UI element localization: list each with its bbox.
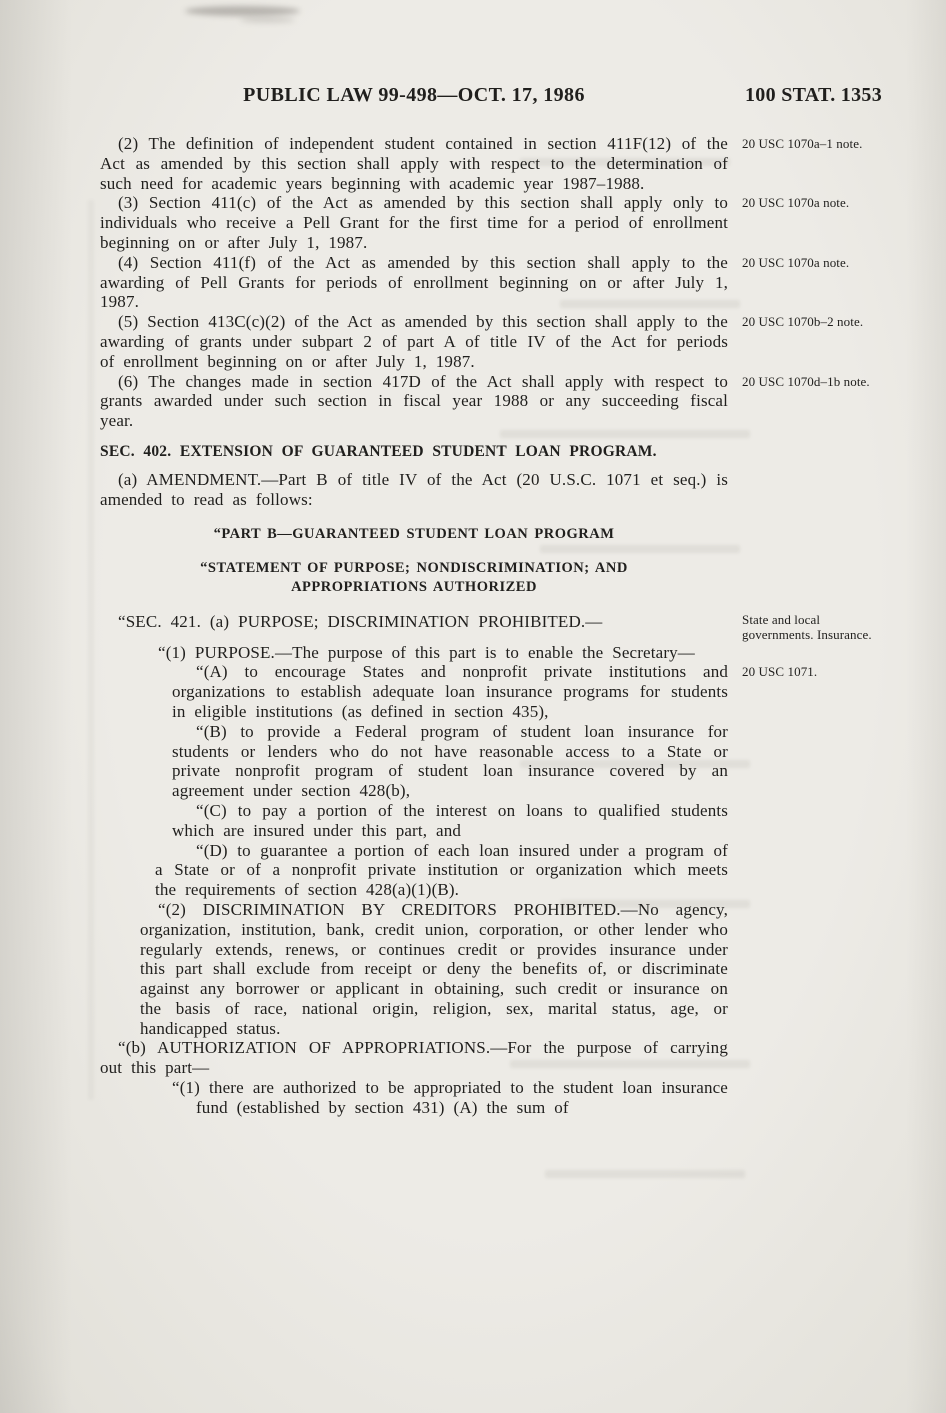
margin-note-empty (742, 470, 882, 510)
amendment-paragraph: (a) AMENDMENT.—Part B of title IV of the Act (20 U.S.C. 1071 et seq.) is amended to read as follows: (100, 469, 728, 509)
paragraph-3: (3) Section 411(c) of the Act as amended by this section shall apply only to individuals who receive a Pell Grant for the first time for a period of enrollment beginning on or after July 1, 1987. (100, 193, 728, 252)
subparagraph-c: “(C) to pay a portion of the interest on loans to qualified students which are insured under this part, and (172, 800, 728, 840)
scan-edge-shadow-right (906, 0, 946, 1413)
statute-row (100, 372, 882, 431)
statute-row (100, 134, 882, 193)
page-header (100, 84, 882, 107)
scan-artifact (185, 6, 300, 16)
statute-row (100, 253, 882, 312)
margin-note-usc-1070d-1b: 20 USC 1070d–1b note. (742, 373, 870, 389)
statute-row (100, 643, 882, 663)
paragraph-2: (2) The definition of independent student contained in section 411F(12) of the Act as amended by this section shall apply with respect to the determination of such need for academic years beginning with academic year 1987–1988. (100, 134, 728, 193)
scan-artifact (240, 17, 295, 23)
statute-row (100, 662, 882, 721)
statute-row (100, 610, 882, 643)
statute-row (100, 1078, 882, 1118)
margin-note-usc-1071: 20 USC 1071. (742, 664, 818, 680)
margin-note-empty (742, 510, 882, 544)
appropriations-paragraph: “(1) there are authorized to be appropriated to the student loan insurance fund (established by section 431) (A) the sum of (172, 1078, 728, 1117)
margin-note-empty (742, 1078, 882, 1118)
margin-note-usc-1070b-2: 20 USC 1070b–2 note. (742, 314, 864, 330)
margin-note-empty (742, 431, 882, 470)
stat-page-number: 100 STAT. 1353 (745, 84, 882, 106)
margin-note-empty (742, 841, 882, 900)
subparagraph-b: “(B) to provide a Federal program of student loan insurance for students or lenders who do not have reasonable access to a State or private nonprofit program of student loan insurance covered by an agreement under section 428(b), (172, 721, 728, 801)
purpose-paragraph: “(1) PURPOSE.—The purpose of this part is to enable the Secretary— (158, 642, 695, 662)
margin-note-empty (742, 544, 882, 610)
subparagraph-a: “(A) to encourage States and nonprofit private institutions and organizations to establish adequate loan insurance programs for students in eligible institutions (as defined in section 435), (172, 662, 728, 721)
page-content (100, 84, 882, 1118)
scan-artifact (88, 200, 94, 1100)
margin-note-empty (742, 801, 882, 841)
statute-row (100, 722, 882, 801)
law-title: PUBLIC LAW 99-498—OCT. 17, 1986 (243, 84, 585, 106)
statute-row (100, 510, 882, 544)
statute-row (100, 841, 882, 900)
margin-note-empty (742, 643, 882, 663)
statute-row (100, 900, 882, 1039)
part-b-heading: “PART B—GUARANTEED STUDENT LOAN PROGRAM (213, 525, 615, 542)
discrimination-paragraph: “(2) DISCRIMINATION BY CREDITORS PROHIBITED.—No agency, organization, institution, bank, credit union, corporation, or other lender who regularly extends, renews, or continues credit or provides insurance under this part shall exclude from receipt or deny the benefits of, or discriminate against any borrower or applicant in obtaining, such credit or insurance on the basis of race, national origin, religion, sex, marital status, age, or handicapped status. (140, 899, 728, 1038)
margin-note-usc-1070a: 20 USC 1070a note. (742, 195, 850, 211)
margin-note-empty (742, 900, 882, 1039)
paragraph-6: (6) The changes made in section 417D of the Act shall apply with respect to grants awarded under such section in fiscal year 1988 or any succeeding fiscal year. (100, 371, 728, 431)
statute-row (100, 193, 882, 252)
margin-note-empty (742, 722, 882, 801)
statute-row (100, 470, 882, 510)
margin-note-usc-1070a-2: 20 USC 1070a note. (742, 254, 850, 270)
statute-row (100, 431, 882, 470)
margin-note-usc-1070a-1: 20 USC 1070a–1 note. (742, 136, 863, 151)
scan-edge-shadow-left (0, 0, 72, 1413)
statement-of-purpose-heading: “STATEMENT OF PURPOSE; NONDISCRIMINATION; AND APPROPRIATIONS AUTHORIZED (200, 559, 628, 595)
paragraph-5: (5) Section 413C(c)(2) of the Act as amended by this section shall apply to the awarding of grants under subpart 2 of part A of title IV of the Act for periods of enrollment beginning on or after July 1, 1987. (100, 312, 728, 371)
authorization-paragraph: “(b) AUTHORIZATION OF APPROPRIATIONS.—For the purpose of carrying out this part— (100, 1038, 728, 1078)
subparagraph-d: “(D) to guarantee a portion of each loan insured under a program of a State or of a nonprofit private institution or organization which meets the requirements of section 428(a)(1)(B). (155, 840, 728, 900)
statute-row (100, 544, 882, 610)
section-402-heading: SEC. 402. EXTENSION OF GUARANTEED STUDENT LOAN PROGRAM. (100, 442, 657, 460)
margin-note-state-local: State and local governments. Insurance. (742, 611, 872, 643)
scan-artifact (545, 1170, 745, 1178)
section-421-line: “SEC. 421. (a) PURPOSE; DISCRIMINATION PROHIBITED.— (118, 611, 603, 631)
statute-row (100, 801, 882, 841)
margin-note-empty (742, 1038, 882, 1078)
paragraph-4: (4) Section 411(f) of the Act as amended by this section shall apply to the awarding of Pell Grants for periods of enrollment beginning on or after July 1, 1987. (100, 252, 728, 312)
statute-row (100, 312, 882, 371)
statute-row (100, 1038, 882, 1078)
